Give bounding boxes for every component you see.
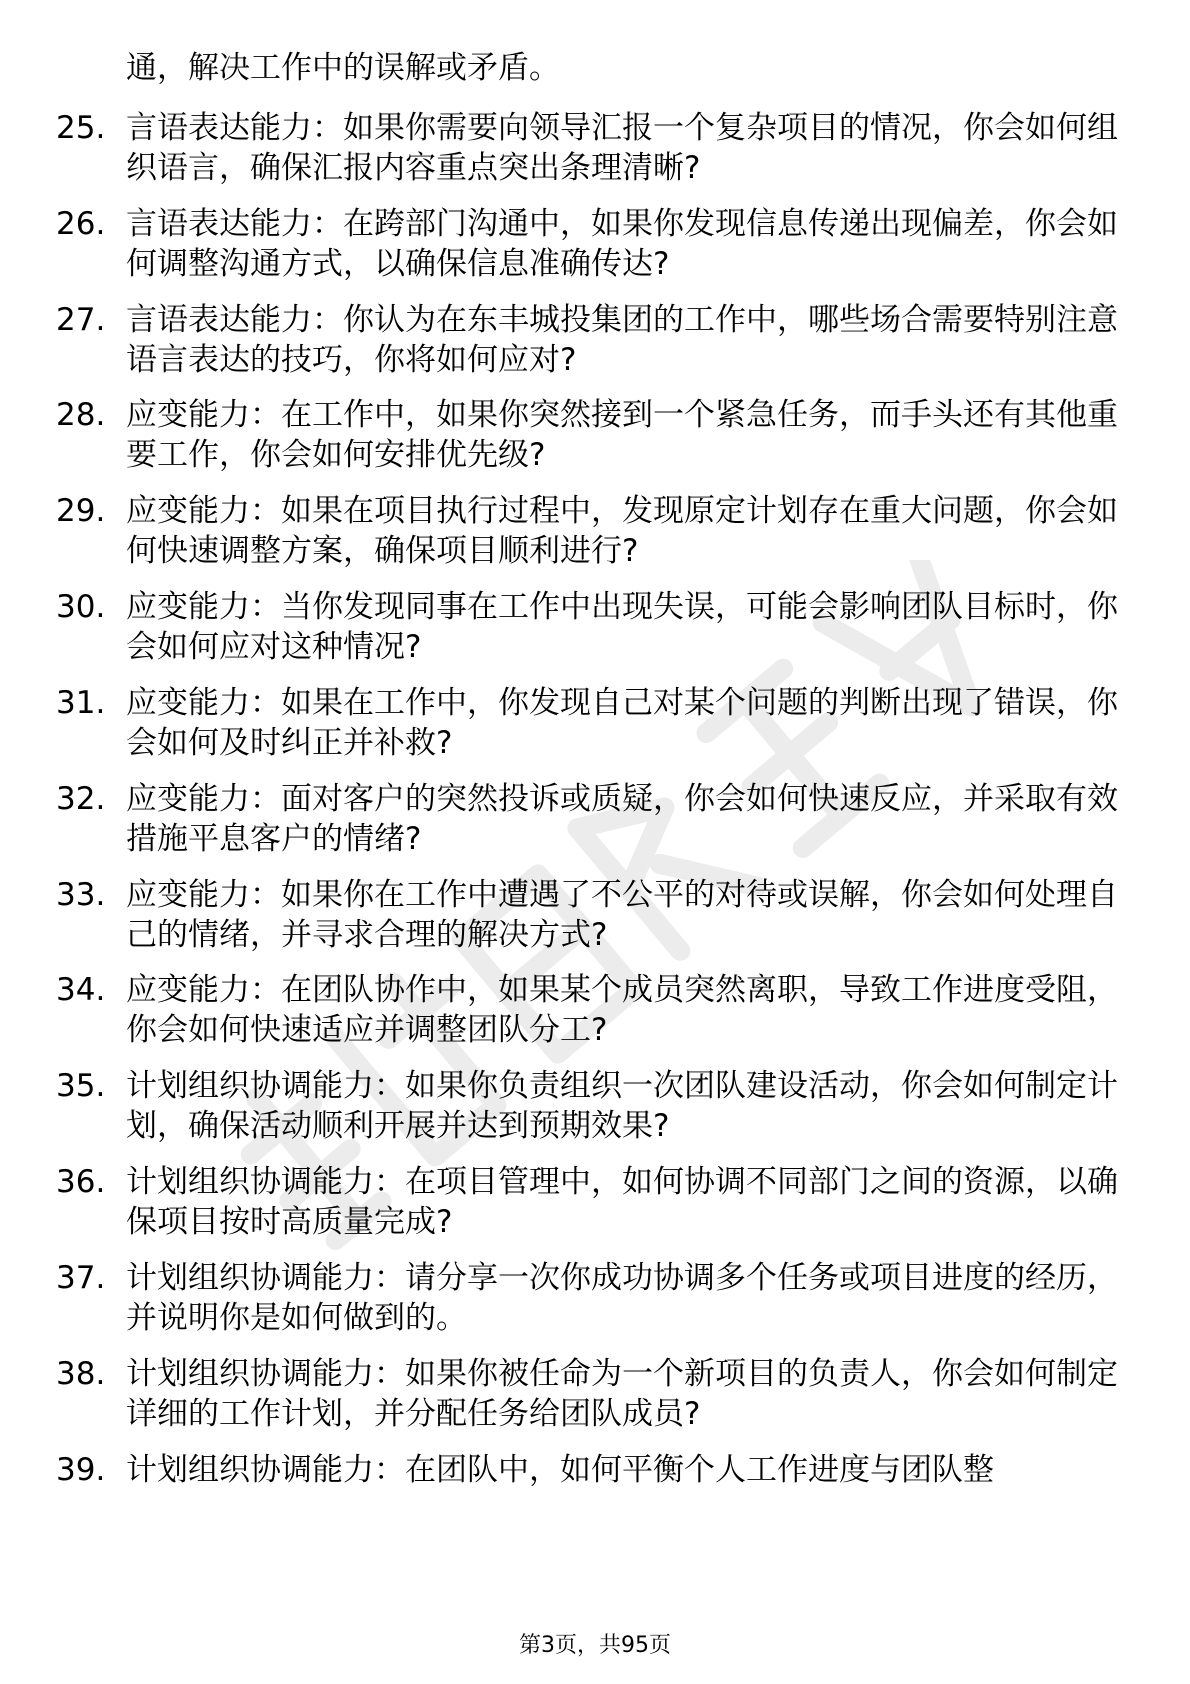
item-number: 31.: [56, 685, 106, 721]
page-footer: 第3页，共95页: [519, 1633, 671, 1658]
item-number: 37.: [56, 1260, 106, 1296]
item-number: 26.: [56, 206, 106, 242]
item-number: 34.: [56, 972, 106, 1008]
item-text: 言语表达能力：如果你需要向领导汇报一个复杂项目的情况，你会如何组织语言，确保汇报内容重点突出条理清晰?: [126, 110, 1118, 186]
item-number: 32.: [56, 781, 106, 817]
item-text: 言语表达能力：你认为在东丰城投集团的工作中，哪些场合需要特别注意语言表达的技巧，你将如何应对?: [126, 302, 1118, 378]
item-text: 计划组织协调能力：在项目管理中，如何协调不同部门之间的资源，以确保项目按时高质量完成?: [126, 1164, 1118, 1240]
item-number: 38.: [56, 1356, 106, 1392]
item-number: 33.: [56, 877, 106, 913]
item-text: 应变能力：在团队协作中，如果某个成员突然离职，导致工作进度受阻，你会如何快速适应并调整团队分工?: [126, 972, 1118, 1048]
item-number: 27.: [56, 302, 106, 338]
item-text: 应变能力：如果在项目执行过程中，发现原定计划存在重大问题，你会如何快速调整方案，确保项目顺利进行?: [126, 493, 1118, 569]
item-text: 应变能力：如果你在工作中遭遇了不公平的对待或误解，你会如何处理自己的情绪，并寻求合理的解决方式?: [126, 877, 1118, 953]
item-text: 计划组织协调能力：在团队中，如何平衡个人工作进度与团队整: [126, 1452, 994, 1488]
continuation-text: 通，解决工作中的误解或矛盾。: [126, 50, 560, 86]
item-text: 计划组织协调能力：如果你负责组织一次团队建设活动，你会如何制定计划，确保活动顺利开展并达到预期效果?: [126, 1068, 1118, 1144]
item-number: 35.: [56, 1068, 106, 1104]
item-text: 应变能力：面对客户的突然投诉或质疑，你会如何快速反应，并采取有效措施平息客户的情绪?: [126, 781, 1118, 857]
item-text: 言语表达能力：在跨部门沟通中，如果你发现信息传递出现偏差，你会如何调整沟通方式，以确保信息准确传达?: [126, 206, 1118, 282]
item-number: 28.: [56, 397, 106, 433]
item-text: 计划组织协调能力：请分享一次你成功协调多个任务或项目进度的经历，并说明你是如何做到的。: [126, 1260, 1118, 1336]
item-number: 39.: [56, 1452, 106, 1488]
item-text: 应变能力：在工作中，如果你突然接到一个紧急任务，而手头还有其他重要工作，你会如何安排优先级?: [126, 397, 1118, 473]
item-number: 25.: [56, 110, 106, 146]
item-number: 36.: [56, 1164, 106, 1200]
item-text: 计划组织协调能力：如果你被任命为一个新项目的负责人，你会如何制定详细的工作计划，并分配任务给团队成员?: [126, 1356, 1118, 1432]
item-text: 应变能力：如果在工作中，你发现自己对某个问题的判断出现了错误，你会如何及时纠正并补救?: [126, 685, 1118, 761]
item-number: 29.: [56, 493, 106, 529]
item-text: 应变能力：当你发现同事在工作中出现失误，可能会影响团队目标时，你会如何应对这种情况?: [126, 589, 1118, 665]
item-number: 30.: [56, 589, 106, 625]
